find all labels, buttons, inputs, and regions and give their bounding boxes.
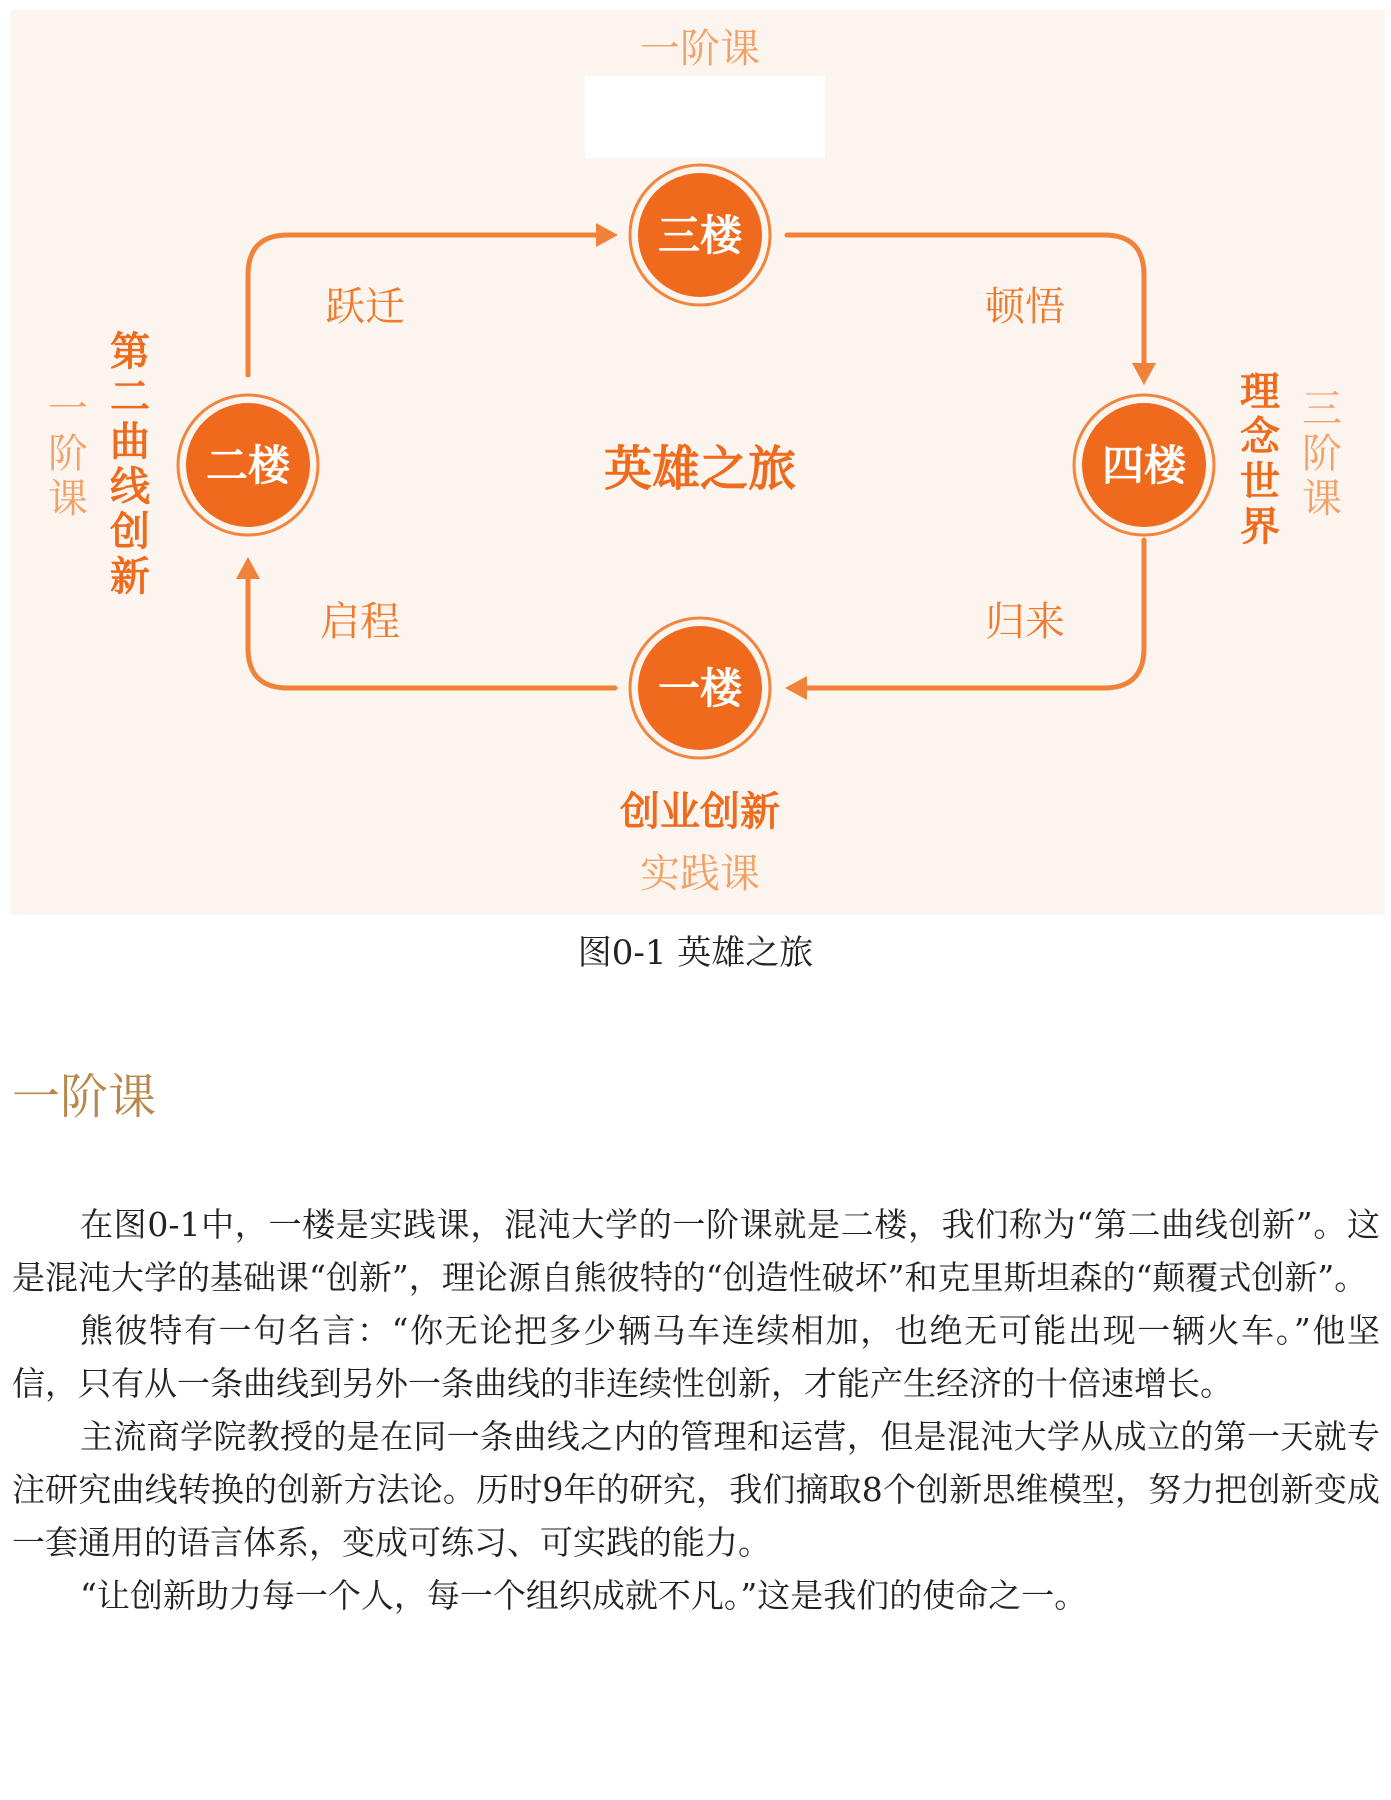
edge-label-enlightenment: 顿悟 bbox=[985, 284, 1065, 330]
hero-journey-diagram bbox=[10, 10, 1385, 915]
left-side-light-label: 一阶课 bbox=[48, 386, 88, 522]
node-fourth-floor bbox=[1074, 395, 1214, 535]
arrow-to-fourth bbox=[1132, 363, 1156, 385]
edge-second-to-third bbox=[248, 235, 605, 375]
right-side-bold-label: 理念世界 bbox=[1240, 369, 1280, 550]
edge-fourth-to-first bbox=[798, 540, 1144, 688]
body-text bbox=[12, 1198, 1380, 1622]
center-title: 英雄之旅 bbox=[603, 441, 797, 497]
top-label: 一阶课 bbox=[640, 26, 760, 72]
redaction-box bbox=[585, 76, 825, 158]
edge-label-return: 归来 bbox=[985, 599, 1065, 645]
node-second-floor-label: 二楼 bbox=[205, 441, 291, 490]
edge-first-to-second bbox=[248, 570, 615, 688]
node-first-floor bbox=[630, 618, 770, 758]
node-fourth-floor-label: 四楼 bbox=[1101, 441, 1187, 490]
right-side-light-label: 三阶课 bbox=[1302, 386, 1342, 522]
arrow-to-first bbox=[785, 676, 807, 700]
node-third-floor-label: 三楼 bbox=[657, 211, 743, 260]
edge-third-to-fourth bbox=[787, 235, 1144, 372]
paragraph: 在图0-1中，一楼是实践课，混沌大学的一阶课就是二楼，我们称为“第二曲线创新”。这是混沌大学的基础课“创新”，理论源自熊彼特的“创造性破坏”和克里斯坦森的“颠覆式创新”。 bbox=[12, 1205, 1380, 1297]
section-heading: 一阶课 bbox=[12, 1069, 157, 1125]
node-third-floor bbox=[630, 165, 770, 305]
figure-caption: 图0-1 英雄之旅 bbox=[577, 933, 814, 973]
edge-label-departure: 启程 bbox=[320, 599, 400, 645]
arrow-to-third bbox=[596, 223, 618, 247]
paragraph: 主流商学院教授的是在同一条曲线之内的管理和运营，但是混沌大学从成立的第一天就专注研究曲线转换的创新方法论。历时9年的研究，我们摘取8个创新思维模型，努力把创新变成一套通用的语言体系，变成可练习、可实践的能力。 bbox=[12, 1417, 1380, 1562]
hero-journey-figure bbox=[10, 10, 1385, 915]
node-first-floor-label: 一楼 bbox=[657, 664, 743, 713]
edge-label-leap: 跃迁 bbox=[325, 284, 405, 330]
arrow-to-second bbox=[236, 557, 260, 579]
bottom-bold-label: 创业创新 bbox=[620, 789, 780, 835]
left-side-bold-label: 第二曲线创新 bbox=[110, 329, 150, 600]
paragraph: “让创新助力每一个人，每一个组织成就不凡。”这是我们的使命之一。 bbox=[80, 1576, 1088, 1615]
node-second-floor bbox=[178, 395, 318, 535]
paragraph: 熊彼特有一句名言：“你无论把多少辆马车连续相加，也绝无可能出现一辆火车。”他坚信，只有从一条曲线到另外一条曲线的非连续性创新，才能产生经济的十倍速增长。 bbox=[12, 1311, 1380, 1403]
bottom-light-label: 实践课 bbox=[640, 851, 760, 897]
